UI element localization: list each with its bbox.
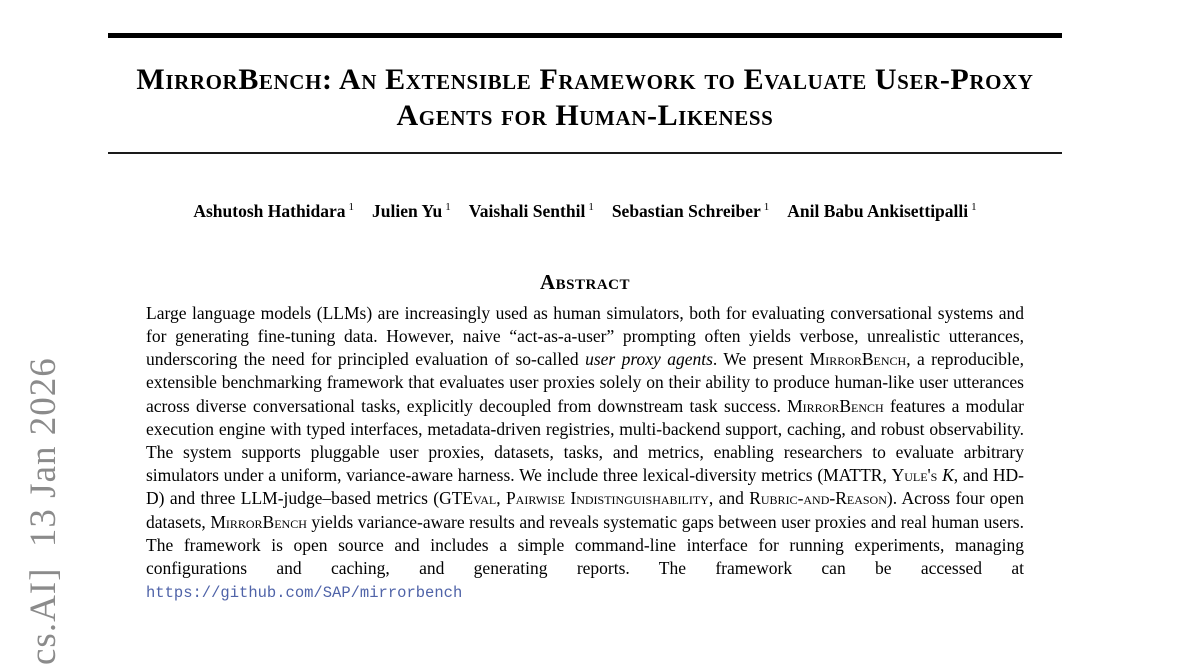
top-rule [108, 33, 1062, 38]
abstract-text-segment: features a modular execution engine with typed interfaces, metadata-driven registries, multi-backend support, caching, and robust observability. The system supports pluggable user proxies, datasets, tasks, and metrics, enabling researchers to evaluate arbitrary simulators under a uniform, variance-aware harness. We include three lexical-diversity metrics (MATTR, [146, 395, 1024, 486]
abstract-text-segment: , a reproducible, extensible benchmarking framework that evaluates user proxies solely on their ability to produce human-like user utterances across diverse conversational tasks, explicitly decoupled from downstream task success. [146, 349, 1024, 416]
affiliation-mark: 1 [971, 201, 977, 213]
abstract-text-segment: Pairwise Indistinguishability [505, 488, 709, 509]
abstract-text-segment: Rubric-and-Reason [749, 488, 887, 509]
abstract-text-segment: MirrorBench [787, 395, 884, 416]
author-name [612, 201, 769, 221]
github-link[interactable]: https://github.com/SAP/mirrorbench [146, 584, 463, 603]
abstract-text-segment: . We present [712, 349, 810, 370]
abstract-text-segment: Large language models (LLMs) are increasingly used as human simulators, both for evaluating conversational systems and for generating fine-tuning data. However, naive “act-as-a-user” prompting often yields verbose, unrealistic utterances, underscoring the need for principled evaluation of so-called [146, 302, 1024, 370]
abstract-text-segment: K [942, 465, 954, 486]
author-name-text: Vaishali Senthil [468, 200, 586, 221]
author-name-text: Ashutosh Hathidara [193, 200, 346, 221]
author-name-text: Anil Babu Ankisettipalli [787, 200, 969, 221]
author-name-text: Sebastian Schreiber [611, 200, 761, 221]
affiliation-mark: 1 [348, 201, 355, 213]
affiliation-mark: 1 [588, 201, 594, 213]
author-name [469, 201, 594, 221]
abstract-text-segment: user proxy agents [585, 349, 713, 370]
abstract-text-segment: GTEval [439, 488, 497, 509]
abstract-text-segment: yields variance-aware results and reveals systematic gaps between user proxies and real human users. The framework is open source and includes a simple command-line interface for running experiments, managing configurations and caching, and generating reports. The framework can be accessed at [146, 511, 1024, 579]
paper-content [108, 0, 1062, 605]
paper-title: MirrorBench: An Extensible Framework to Evaluate User-Proxy Agents for Human-Likeness [136, 63, 1034, 132]
abstract-text-segment: , [496, 488, 506, 509]
affiliation-mark: 1 [763, 201, 770, 213]
abstract-text-segment: ). Across four open datasets, [146, 488, 1024, 532]
author-name-text: Julien Yu [372, 200, 443, 221]
affiliation-mark: 1 [445, 201, 451, 213]
abstract-heading: Abstract [539, 269, 631, 294]
arxiv-watermark: cs.AI] 13 Jan 2026 [23, 357, 64, 665]
abstract-text-segment: MirrorBench [210, 511, 307, 532]
author-name [787, 201, 976, 221]
author-name [372, 201, 451, 221]
abstract-text-segment: MirrorBench [809, 349, 907, 370]
abstract-text-segment: Yule's [891, 465, 938, 486]
abstract-text-segment: , and [708, 488, 750, 509]
title-rule [108, 152, 1062, 154]
author-line [108, 196, 1062, 222]
abstract-body [146, 302, 1024, 606]
abstract-text-segment: , and HD-D) and three LLM-judge–based metrics ( [146, 465, 1024, 509]
author-name [193, 201, 354, 221]
